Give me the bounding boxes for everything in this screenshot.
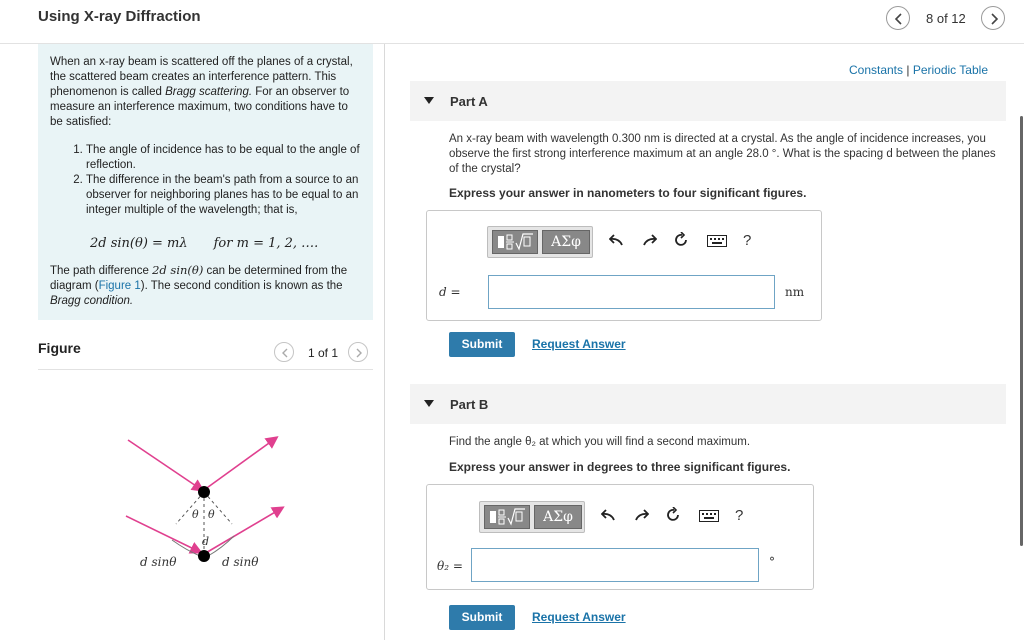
chevron-right-icon	[989, 13, 999, 25]
greek-button[interactable]: ΑΣφ	[542, 230, 590, 254]
templates-button[interactable]	[484, 505, 530, 529]
part-a-instruction: Express your answer in nanometers to four significant figures.	[449, 186, 807, 200]
template-group	[479, 501, 585, 533]
resources-links: Constants | Periodic Table	[848, 63, 988, 77]
templates-button[interactable]	[492, 230, 538, 254]
fraction-sqrt-icon	[485, 506, 529, 528]
math-toolbar	[487, 226, 757, 258]
figure-prev-button[interactable]	[274, 342, 294, 362]
next-item-button[interactable]	[981, 6, 1005, 30]
atom-top	[198, 486, 210, 498]
part-a-answer-box	[426, 210, 822, 321]
part-a-header[interactable]	[410, 81, 1006, 121]
part-a-label: Part A	[450, 94, 488, 109]
intro-paragraph: When an x-ray beam is scattered off the planes of a crystal, the scattered beam creates an interference pattern. This phenomenon is called Bragg scattering. For an observer to measure an interference maximum, two conditions have to be satisfied:	[50, 56, 353, 128]
collapse-triangle-icon	[424, 400, 434, 407]
part-b-label: Part B	[450, 397, 489, 412]
scattered-beam-bottom	[204, 508, 282, 554]
right-panel	[386, 44, 1024, 640]
d-label: d	[202, 535, 210, 548]
condition-item: 2. The difference in the beam's path from a source to an observer for neighboring planes has to be equal to an integer multiple of the wavelength; that is,	[86, 173, 361, 218]
periodic-table-link[interactable]: Periodic Table	[912, 63, 988, 77]
help-icon[interactable]: ?	[735, 507, 744, 524]
keyboard-icon[interactable]	[699, 510, 719, 522]
bragg-diagram	[120, 388, 310, 578]
theta-label: θ	[208, 508, 215, 521]
undo-icon[interactable]	[601, 507, 617, 523]
item-counter: 8 of 12	[926, 11, 966, 26]
undo-icon[interactable]	[609, 232, 625, 248]
conditions-list	[74, 143, 361, 218]
scattered-beam-top	[204, 438, 276, 490]
atom-bottom	[198, 550, 210, 562]
part-a-unit: nm	[785, 285, 805, 299]
bragg-paragraph: The path difference 2d sin(θ) can be determined from the diagram (Figure 1). The second condition is known as the Bragg condition.	[50, 263, 348, 307]
part-b-question: Find the angle θ₂ at which you will find a second maximum.	[449, 436, 751, 448]
part-b-submit-button[interactable]: Submit	[449, 605, 515, 630]
incident-beam-top	[128, 440, 202, 490]
figure-counter: 1 of 1	[308, 346, 339, 360]
part-b-answer-box	[426, 484, 814, 590]
top-bar	[0, 0, 1024, 44]
redo-icon[interactable]	[641, 232, 657, 248]
part-a-submit-button[interactable]: Submit	[449, 332, 515, 357]
bragg-equation: 2d sin(θ) = mλ for m = 1, 2, ….	[90, 236, 319, 251]
chevron-right-icon	[355, 348, 363, 358]
help-icon[interactable]: ?	[743, 232, 752, 249]
figure-header	[38, 336, 373, 370]
template-group	[487, 226, 593, 258]
part-a-answer-input[interactable]	[488, 275, 775, 309]
incident-beam-bottom	[126, 516, 200, 552]
previous-item-button[interactable]	[886, 6, 910, 30]
figure-link[interactable]: Figure 1	[98, 280, 141, 292]
part-a-question: An x-ray beam with wavelength 0.300 nm is directed at a crystal. As the angle of incidence increases, you observe the first strong interference maximum at an angle 28.0 °. What is the spacing d between the planes of the crystal?	[449, 133, 996, 175]
part-a-request-answer-link[interactable]: Request Answer	[532, 337, 626, 351]
part-b-variable-label: θ₂ =	[437, 559, 463, 573]
d-sin-theta-right-label: d sinθ	[222, 555, 259, 569]
part-b-instruction: Express your answer in degrees to three significant figures.	[449, 460, 791, 474]
fraction-sqrt-icon	[493, 231, 537, 253]
figure-title: Figure	[38, 340, 81, 356]
math-toolbar	[479, 501, 749, 533]
part-b-answer-input[interactable]	[471, 548, 759, 582]
keyboard-icon[interactable]	[707, 235, 727, 247]
condition-item: 1. The angle of incidence has to be equal to the angle of reflection.	[86, 143, 361, 173]
reset-icon[interactable]	[673, 232, 689, 248]
redo-icon[interactable]	[633, 507, 649, 523]
greek-button[interactable]: ΑΣφ	[534, 505, 582, 529]
figure-next-button[interactable]	[348, 342, 368, 362]
reset-icon[interactable]	[665, 507, 681, 523]
intro-panel	[38, 44, 373, 320]
constants-link[interactable]: Constants	[848, 63, 904, 77]
part-b-unit: °	[769, 555, 775, 569]
scrollbar[interactable]	[1020, 116, 1023, 546]
part-b-request-answer-link[interactable]: Request Answer	[532, 610, 626, 624]
collapse-triangle-icon	[424, 97, 434, 104]
theta-label: θ	[192, 508, 199, 521]
chevron-left-icon	[894, 13, 904, 25]
chevron-left-icon	[281, 348, 289, 358]
d-sin-theta-left-label: d sinθ	[140, 555, 177, 569]
part-b-header[interactable]	[410, 384, 1006, 424]
part-a-variable-label: d =	[439, 285, 461, 299]
page-title: Using X-ray Diffraction	[38, 8, 201, 25]
